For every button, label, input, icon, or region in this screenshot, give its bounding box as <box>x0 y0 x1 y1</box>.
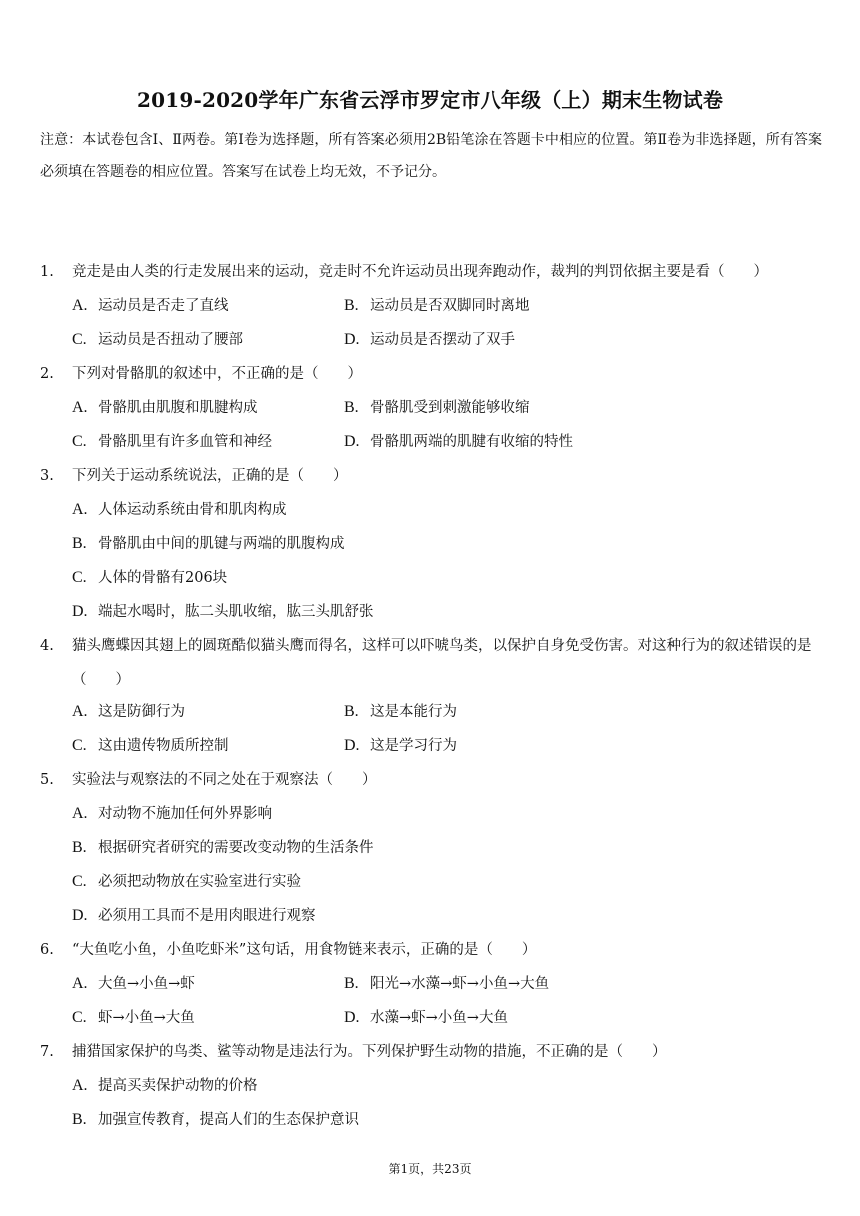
exam-notice: 注意：本试卷包含Ⅰ、Ⅱ两卷。第Ⅰ卷为选择题，所有答案必须用2B铅笔涂在答题卡中相应的位置。第Ⅱ卷为非选择题，所有答案必须填在答题卷的相应位置。答案写在试卷上均无效，不予记分。 <box>40 132 822 180</box>
option-5a <box>72 804 272 824</box>
question-number: 1. <box>40 264 54 280</box>
option-6d <box>344 1008 508 1028</box>
question-number: 3. <box>40 468 54 484</box>
option-text: 这是防御行为 <box>98 704 185 720</box>
option-text: 对动物不施加任何外界影响 <box>98 806 272 822</box>
option-5b <box>72 838 374 858</box>
page-footer: 第1页，共23页 <box>388 1162 472 1176</box>
option-label: B. <box>344 703 359 720</box>
option-label: D. <box>72 603 88 620</box>
option-3d <box>72 602 374 622</box>
option-2b <box>344 398 530 418</box>
option-label: D. <box>72 907 88 924</box>
option-5d <box>72 906 316 926</box>
question-number: 6. <box>40 942 54 958</box>
option-label: D. <box>344 433 360 450</box>
option-4c <box>72 736 229 756</box>
option-text: 加强宣传教育，提高人们的生态保护意识 <box>98 1112 359 1128</box>
option-text: 这是本能行为 <box>370 704 457 720</box>
option-label: A. <box>72 399 88 416</box>
option-2a <box>72 398 258 418</box>
option-text: 水藻→虾→小鱼→大鱼 <box>370 1010 508 1026</box>
question-number: 2. <box>40 366 54 382</box>
question-text: 竞走是由人类的行走发展出来的运动，竞走时不允许运动员出现奔跑动作，裁判的判罚依据主要是看（ ） <box>72 264 768 280</box>
option-label: C. <box>72 569 87 586</box>
option-text: 运动员是否走了直线 <box>98 298 229 314</box>
option-3a <box>72 500 287 520</box>
question-number: 5. <box>40 772 54 788</box>
option-label: C. <box>72 331 87 348</box>
option-label: B. <box>72 1111 87 1128</box>
option-6a <box>72 974 195 994</box>
question-text: 猫头鹰蝶因其翅上的圆斑酷似猫头鹰而得名，这样可以吓唬鸟类，以保护自身免受伤害。对这种行为的叙述错误的是（ ） <box>72 638 812 688</box>
option-1b <box>344 296 530 316</box>
option-text: 根据研究者研究的需要改变动物的生活条件 <box>98 840 374 856</box>
exam-title: 2019-2020学年广东省云浮市罗定市八年级（上）期末生物试卷 <box>136 88 724 112</box>
option-label: A. <box>72 703 88 720</box>
question-text: 下列关于运动系统说法，正确的是（ ） <box>72 468 348 484</box>
option-label: C. <box>72 737 87 754</box>
option-label: C. <box>72 433 87 450</box>
option-label: A. <box>72 975 88 992</box>
option-label: D. <box>344 737 360 754</box>
option-1a <box>72 296 229 316</box>
option-text: 端起水喝时，肱二头肌收缩，肱三头肌舒张 <box>98 604 374 620</box>
option-7a <box>72 1076 258 1096</box>
option-4b <box>344 702 457 722</box>
option-1d <box>344 330 515 350</box>
option-text: 提高买卖保护动物的价格 <box>98 1078 258 1094</box>
option-label: C. <box>72 1009 87 1026</box>
option-text: 这是学习行为 <box>370 738 457 754</box>
option-3c <box>72 568 227 588</box>
option-2c <box>72 432 272 452</box>
option-text: 运动员是否摆动了双手 <box>370 332 515 348</box>
option-4a <box>72 702 185 722</box>
option-text: 运动员是否扭动了腰部 <box>98 332 243 348</box>
option-2d <box>344 432 573 452</box>
option-text: 骨骼肌里有许多血管和神经 <box>98 434 272 450</box>
option-text: 骨骼肌两端的肌腱有收缩的特性 <box>370 434 573 450</box>
option-text: 虾→小鱼→大鱼 <box>98 1010 195 1026</box>
option-label: B. <box>344 975 359 992</box>
option-label: D. <box>344 1009 360 1026</box>
option-text: 人体运动系统由骨和肌肉构成 <box>98 502 287 518</box>
option-6b <box>344 974 549 994</box>
option-label: B. <box>72 535 87 552</box>
option-label: A. <box>72 805 88 822</box>
option-text: 骨骼肌受到刺激能够收缩 <box>370 400 530 416</box>
question-number: 7. <box>40 1044 54 1060</box>
question-number: 4. <box>40 638 54 654</box>
option-3b <box>72 534 345 554</box>
option-text: 骨骼肌由肌腹和肌腱构成 <box>98 400 258 416</box>
option-text: 骨骼肌由中间的肌键与两端的肌腹构成 <box>98 536 345 552</box>
option-text: 必须用工具而不是用肉眼进行观察 <box>98 908 316 924</box>
option-5c <box>72 872 301 892</box>
option-6c <box>72 1008 195 1028</box>
option-text: 必须把动物放在实验室进行实验 <box>98 874 301 890</box>
option-text: 人体的骨骼有206块 <box>98 570 228 586</box>
option-label: B. <box>344 399 359 416</box>
option-label: A. <box>72 297 88 314</box>
option-label: B. <box>344 297 359 314</box>
option-label: A. <box>72 1077 88 1094</box>
question-text: 捕猎国家保护的鸟类、鲨等动物是违法行为。下列保护野生动物的措施，不正确的是（ ） <box>72 1044 667 1060</box>
option-label: A. <box>72 501 88 518</box>
option-4d <box>344 736 457 756</box>
option-1c <box>72 330 243 350</box>
question-text: “大鱼吃小鱼，小鱼吃虾米”这句话，用食物链来表示，正确的是（ ） <box>72 942 537 958</box>
question-text: 下列对骨骼肌的叙述中，不正确的是（ ） <box>72 366 362 382</box>
option-label: C. <box>72 873 87 890</box>
option-text: 运动员是否双脚同时离地 <box>370 298 530 314</box>
option-text: 阳光→水藻→虾→小鱼→大鱼 <box>370 976 550 992</box>
option-7b <box>72 1110 359 1130</box>
option-label: B. <box>72 839 87 856</box>
option-text: 这由遗传物质所控制 <box>98 738 229 754</box>
option-label: D. <box>344 331 360 348</box>
question-text: 实验法与观察法的不同之处在于观察法（ ） <box>72 772 377 788</box>
option-text: 大鱼→小鱼→虾 <box>98 976 195 992</box>
